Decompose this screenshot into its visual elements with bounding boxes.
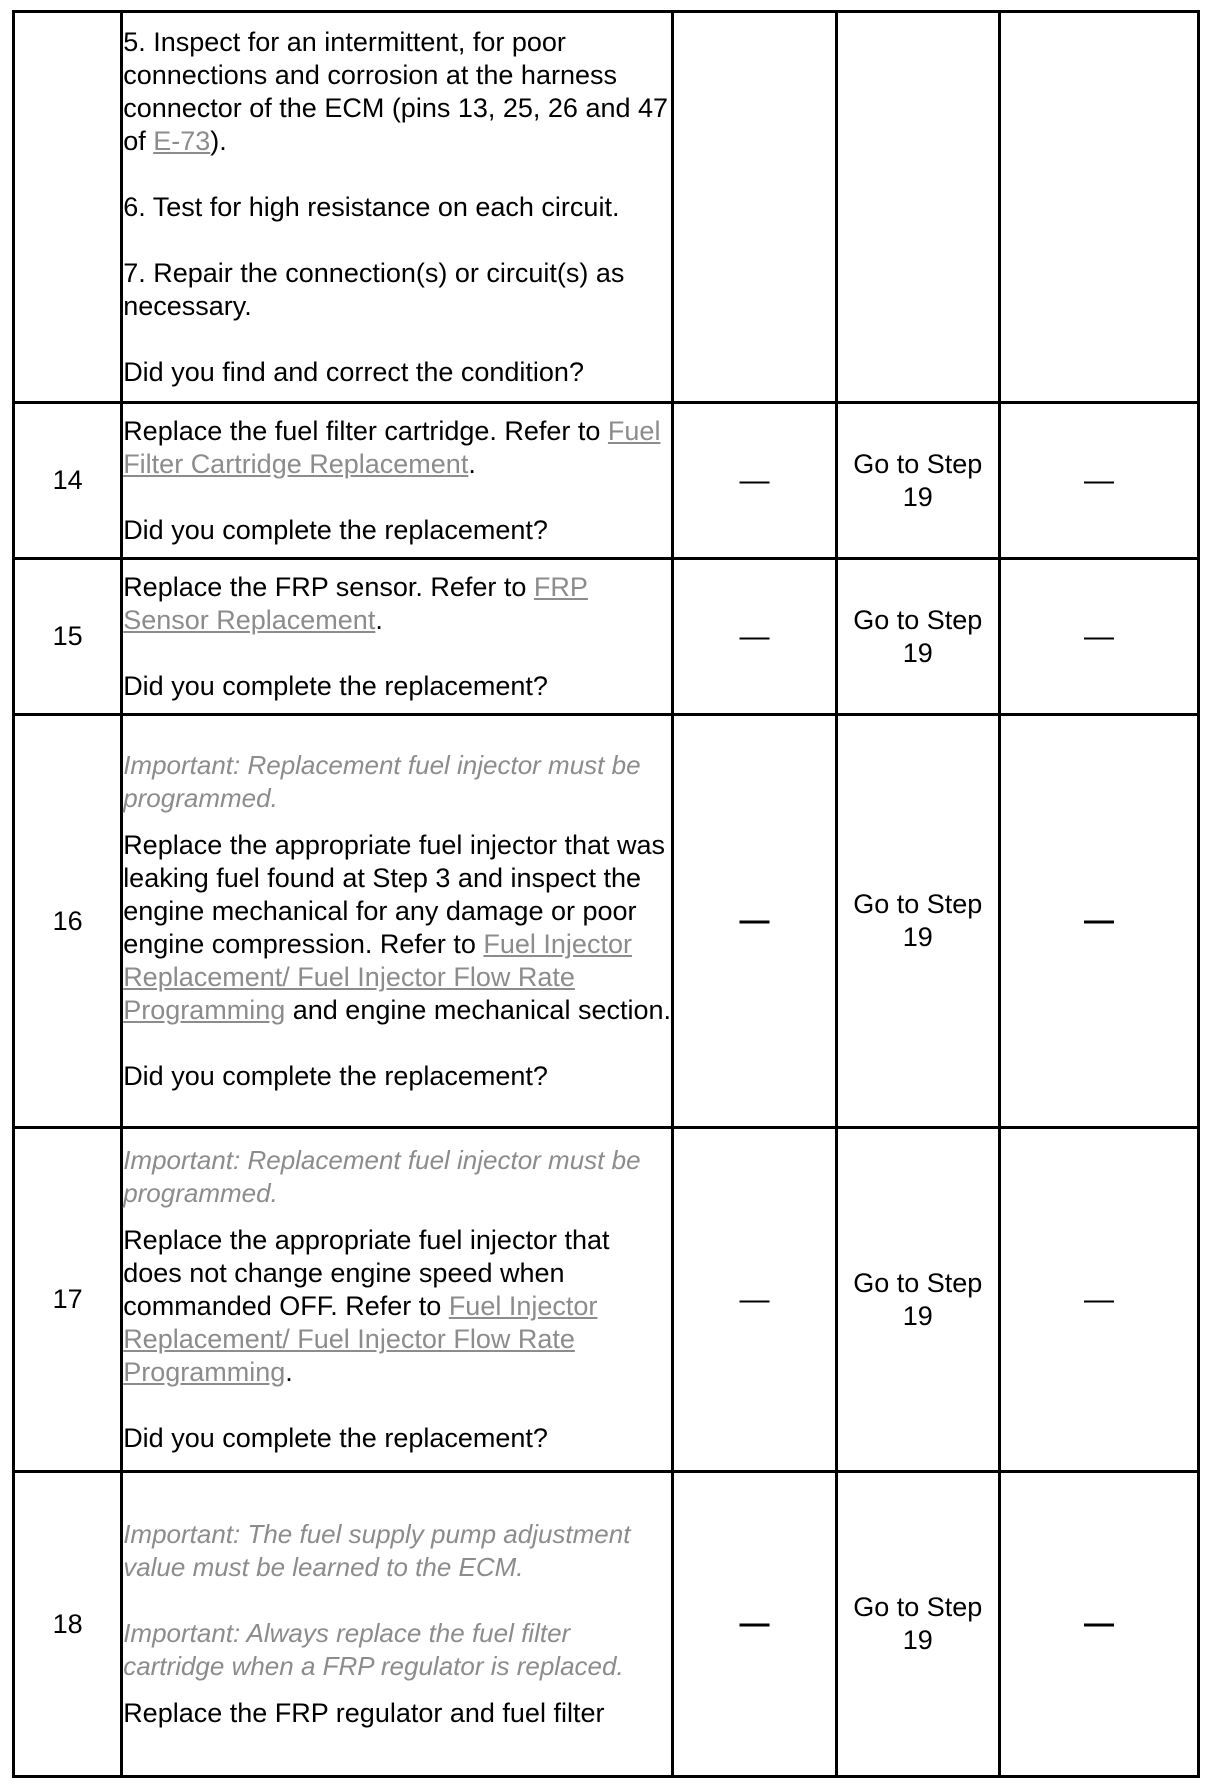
table-row bbox=[14, 12, 1199, 403]
procedure-link[interactable]: Fuel Injector Replacement/ Fuel Injector Flow Rate Programming bbox=[123, 1291, 598, 1387]
question-text: Did you complete the replacement? bbox=[123, 670, 548, 701]
value-cell: — bbox=[673, 1128, 836, 1472]
step-number bbox=[14, 12, 122, 403]
step-number: 16 bbox=[14, 715, 122, 1128]
action-line: Replace the appropriate fuel injector that was leaking fuel found at Step 3 and inspect the engine mechanical for any damage or poor engine compression. Refer to Fuel Injector Replacement/ Fuel Injector Flow Rate Programming and engine mechanical section. bbox=[123, 830, 672, 1025]
question-text: Did you find and correct the condition? bbox=[123, 356, 584, 387]
important-note: Important: The fuel supply pump adjustment value must be learned to the ECM. bbox=[123, 1519, 631, 1582]
table-row bbox=[14, 715, 1199, 1128]
important-note: Important: Always replace the fuel filter cartridge when a FRP regulator is replaced. bbox=[123, 1618, 624, 1681]
table-row bbox=[14, 1128, 1199, 1472]
table-row bbox=[14, 403, 1199, 559]
step-number: 17 bbox=[14, 1128, 122, 1472]
question-text: Did you complete the replacement? bbox=[123, 1061, 548, 1091]
action-line: 7. Repair the connection(s) or circuit(s) as necessary. bbox=[123, 257, 625, 321]
action-cell bbox=[122, 559, 673, 715]
step-number: 18 bbox=[14, 1472, 122, 1777]
question-text: Did you complete the replacement? bbox=[123, 1423, 548, 1453]
no-cell: — bbox=[999, 403, 1198, 559]
procedure-link[interactable]: Fuel Filter Cartridge Replacement bbox=[123, 415, 661, 479]
action-cell bbox=[122, 1472, 673, 1777]
no-cell: — bbox=[999, 1472, 1198, 1777]
value-cell: — bbox=[673, 403, 836, 559]
no-cell: — bbox=[999, 715, 1198, 1128]
action-line: 6. Test for high resistance on each circuit. bbox=[123, 191, 620, 222]
no-cell: — bbox=[999, 1128, 1198, 1472]
no-cell bbox=[999, 12, 1198, 403]
table-row bbox=[14, 559, 1199, 715]
important-note: Important: Replacement fuel injector must be programmed. bbox=[123, 1145, 641, 1208]
action-line: Replace the FRP sensor. Refer to FRP Sensor Replacement. bbox=[123, 571, 588, 635]
action-cell bbox=[122, 403, 673, 559]
question-text: Did you complete the replacement? bbox=[123, 514, 548, 545]
action-line: Replace the fuel filter cartridge. Refer to Fuel Filter Cartridge Replacement. bbox=[123, 415, 661, 479]
value-cell: — bbox=[673, 559, 836, 715]
procedure-link[interactable]: FRP Sensor Replacement bbox=[123, 571, 588, 635]
action-line: 5. Inspect for an intermittent, for poor connections and corrosion at the harness connector of the ECM (pins 13, 25, 26 and 47 of E-73). bbox=[123, 26, 669, 156]
step-number: 14 bbox=[14, 403, 122, 559]
value-cell: — bbox=[673, 1472, 836, 1777]
yes-cell[interactable]: Go to Step 19 bbox=[836, 403, 999, 559]
no-cell: — bbox=[999, 559, 1198, 715]
action-cell bbox=[122, 12, 673, 403]
yes-cell[interactable]: Go to Step 19 bbox=[836, 715, 999, 1128]
important-note: Important: Replacement fuel injector must be programmed. bbox=[123, 750, 641, 813]
yes-cell[interactable]: Go to Step 19 bbox=[836, 1472, 999, 1777]
value-cell: — bbox=[673, 715, 836, 1128]
procedure-link[interactable]: Fuel Injector Replacement/ Fuel Injector Flow Rate Programming bbox=[123, 929, 632, 1025]
action-cell bbox=[122, 1128, 673, 1472]
step-number: 15 bbox=[14, 559, 122, 715]
action-line: Replace the appropriate fuel injector that does not change engine speed when commanded OFF. Refer to Fuel Injector Replacement/ Fuel Injector Flow Rate Programming. bbox=[123, 1225, 610, 1387]
value-cell bbox=[673, 12, 836, 403]
yes-cell[interactable]: Go to Step 19 bbox=[836, 559, 999, 715]
yes-cell bbox=[836, 12, 999, 403]
connector-link[interactable]: E-73 bbox=[153, 125, 211, 156]
action-cell bbox=[122, 715, 673, 1128]
diagnostic-table bbox=[12, 10, 1200, 1778]
yes-cell[interactable]: Go to Step 19 bbox=[836, 1128, 999, 1472]
action-line: Replace the FRP regulator and fuel filter bbox=[123, 1698, 605, 1728]
table-row bbox=[14, 1472, 1199, 1777]
